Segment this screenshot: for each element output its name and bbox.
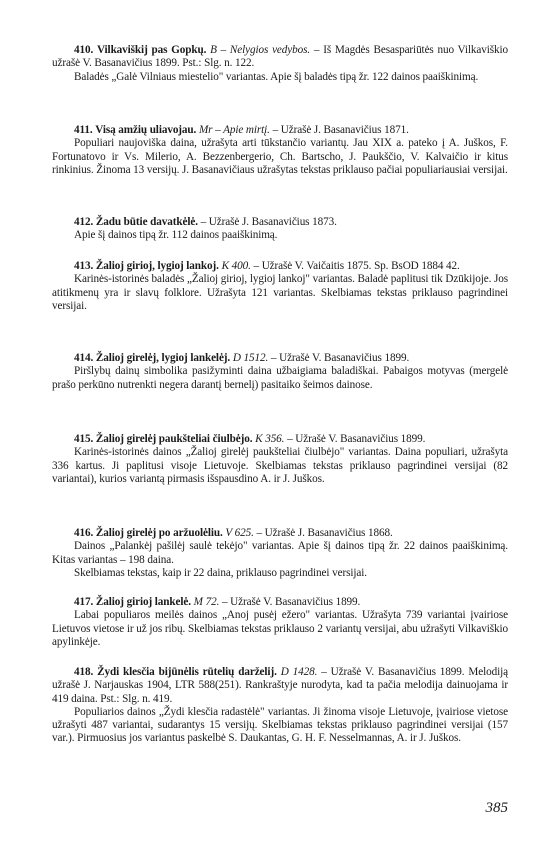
entry-paragraph: Karinės-istorinės dainos „Žalioj girelėj paukšteliai čiulbėjo" variantas. Daina populiari, užrašyta 336 kartus. Ji paplitusi visoje Lietuvoje. Skelbiamas tekstas priklauso pagrindinei versijai (82 variantai), kurios variantą pirmasis išspausdino A. ir J. Juškos. <box>52 446 508 485</box>
song-title: Vilkaviškij pas Gopkų. <box>96 44 207 56</box>
entry-paragraph: Populiarios dainos „Žydi klesčia radastėlė" variantas. Ji žinoma visoje Lietuvoje, įvairiose vietose užrašyti 487 variantai, sudarantys 15 versijų. Skelbiamas tekstas priklauso pagrindinei versijai (157 var.). Pirmuosius jos variantus paskelbė S. Daukantas, G. H. F. Nesselmannas, A. ir J. Juškos. <box>52 705 508 745</box>
entry-413 <box>52 260 508 313</box>
catalog-code: M 72. <box>193 596 220 608</box>
entry-heading: 416. Žalioj girelėj po aržuolėliu. V 625. – Užrašė J. Basanavičius 1868. <box>74 527 393 539</box>
entry-paragraph: Baladės „Galė Vilniaus miestelio" variantas. Apie šį baladės tipą žr. 122 dainos paaiškinimą. <box>74 70 479 83</box>
entry-heading: 412. Žadu būtie davatkėlė. – Užrašė J. Basanavičius 1873. <box>74 216 337 228</box>
entry-paragraph: Piršlybų dainų simbolika pasižyminti daina užbaigiama baladiškai. Pabaigos motyvas (mergelė prašo perkūno nutrenkti negera darantį bernelį) pasitaiko šeimos dainose. <box>52 365 508 391</box>
song-title: Žalioj girelėj paukšteliai čiulbėjo. <box>95 433 253 445</box>
entry-paragraph: Populiari naujoviška daina, užrašyta arti tūkstančio variantų. Jau XIX a. pateko į A. Juškos, F. Fortunatovo ir Vs. Milerio, A. Bezzenbergerio, Ch. Bartscho, J. Paukščio, V. Kalvaičio ir kitus rinkinius. Žinoma 13 versijų. J. Basanavičiaus užrašytas tekstas priklauso pačiai populiariausiai versijai. <box>52 137 508 176</box>
entry-paragraph: Skelbiamas tekstas, kaip ir 22 daina, priklauso pagrindinei versijai. <box>74 566 367 579</box>
catalog-code: V 625. <box>225 527 254 539</box>
catalog-code: K 400. <box>221 260 251 272</box>
entry-heading: 415. Žalioj girelėj paukšteliai čiulbėjo. K 356. – Užrašė V. Basanavičius 1899. <box>74 433 426 445</box>
song-title: Žadu būtie davatkėlė. <box>95 216 198 228</box>
page-number: 385 <box>485 800 508 816</box>
catalog-code: D 1428. <box>280 666 318 678</box>
entry-415 <box>52 433 508 486</box>
entry-heading: 417. Žalioj girioj lankelė. M 72. – Užrašė V. Basanavičius 1899. <box>74 596 361 608</box>
song-title: Visą amžių uliavojau. <box>95 124 197 136</box>
catalog-code: Mr – Apie mirtį. <box>198 124 270 136</box>
entry-412 <box>52 216 508 243</box>
song-title: Žalioj girioj lankelė. <box>95 596 191 608</box>
entry-heading: 410. Vilkaviškij pas Gopkų. B – Nelygios vedybos. – Iš Magdės Besaspariūtės nuo Vilkaviškio užrašė V. Basanavičius 1899. Pst.: Slg. n. 122. <box>52 44 508 70</box>
entry-418 <box>52 666 508 746</box>
entry-paragraph: Dainos „Palankėj pašilėj saulė tekėjo" variantas. Apie šį dainos tipą žr. 22 dainos paaiškinimą. Kitas variantas – 198 daina. <box>52 540 508 566</box>
song-title: Žalioj girelėj po aržuolėliu. <box>95 527 223 539</box>
catalog-code: B – Nelygios vedybos. <box>210 44 311 56</box>
entry-411 <box>52 124 508 177</box>
song-title: Žalioj girioj, lygioj lankoj. <box>95 260 219 272</box>
entry-paragraph: Apie šį dainos tipą žr. 112 dainos paaiškinimą. <box>74 229 278 242</box>
entry-heading: 418. Žydi klesčia bijūnėlis rūtelių darželij. D 1428. – Užrašė V. Basanavičius 1899. Melodiją užrašė J. Narjauskas 1904, LTR 588(251). Rankraštyje nurodyta, kad ta pačia melodija dainuojama ir 419 daina. Pst.: Slg. n. 419. <box>52 666 508 705</box>
entry-paragraph: Labai populiaros meilės dainos „Anoj pusėj ežero" variantas. Užrašyta 739 variantai įvairiose Lietuvos vietose ir už jos ribų. Skelbiamas tekstas priklauso 2 variantų versijai, abu užrašyti Vilkaviškio apylinkėje. <box>52 609 508 648</box>
entry-410 <box>52 44 508 84</box>
entry-414 <box>52 352 508 392</box>
catalog-code: D 1512. <box>232 352 269 364</box>
entry-416 <box>52 527 508 580</box>
entry-417 <box>52 596 508 649</box>
entry-paragraph: Karinės-istorinės baladės „Žalioj girioj, lygioj lankoj" variantas. Baladė paplitusi tik Dzūkijoje. Jos atitikmenų yra ir slavų folklore. Užrašyta 121 variantas. Skelbiamas tekstas priklauso pagrindinei versijai. <box>52 273 508 312</box>
entry-heading: 414. Žalioj girelėj, lygioj lankelėj. D 1512. – Užrašė V. Basanavičius 1899. <box>74 352 410 364</box>
entry-heading: 411. Visą amžių uliavojau. Mr – Apie mirtį. – Užrašė J. Basanavičius 1871. <box>74 124 409 136</box>
song-title: Žydi klesčia bijūnėlis rūtelių darželij. <box>97 666 277 678</box>
entry-heading: 413. Žalioj girioj, lygioj lankoj. K 400. – Užrašė V. Vaičaitis 1875. Sp. BsOD 1884 42. <box>74 260 460 272</box>
song-title: Žalioj girelėj, lygioj lankelėj. <box>95 352 231 364</box>
catalog-code: K 356. <box>255 433 285 445</box>
